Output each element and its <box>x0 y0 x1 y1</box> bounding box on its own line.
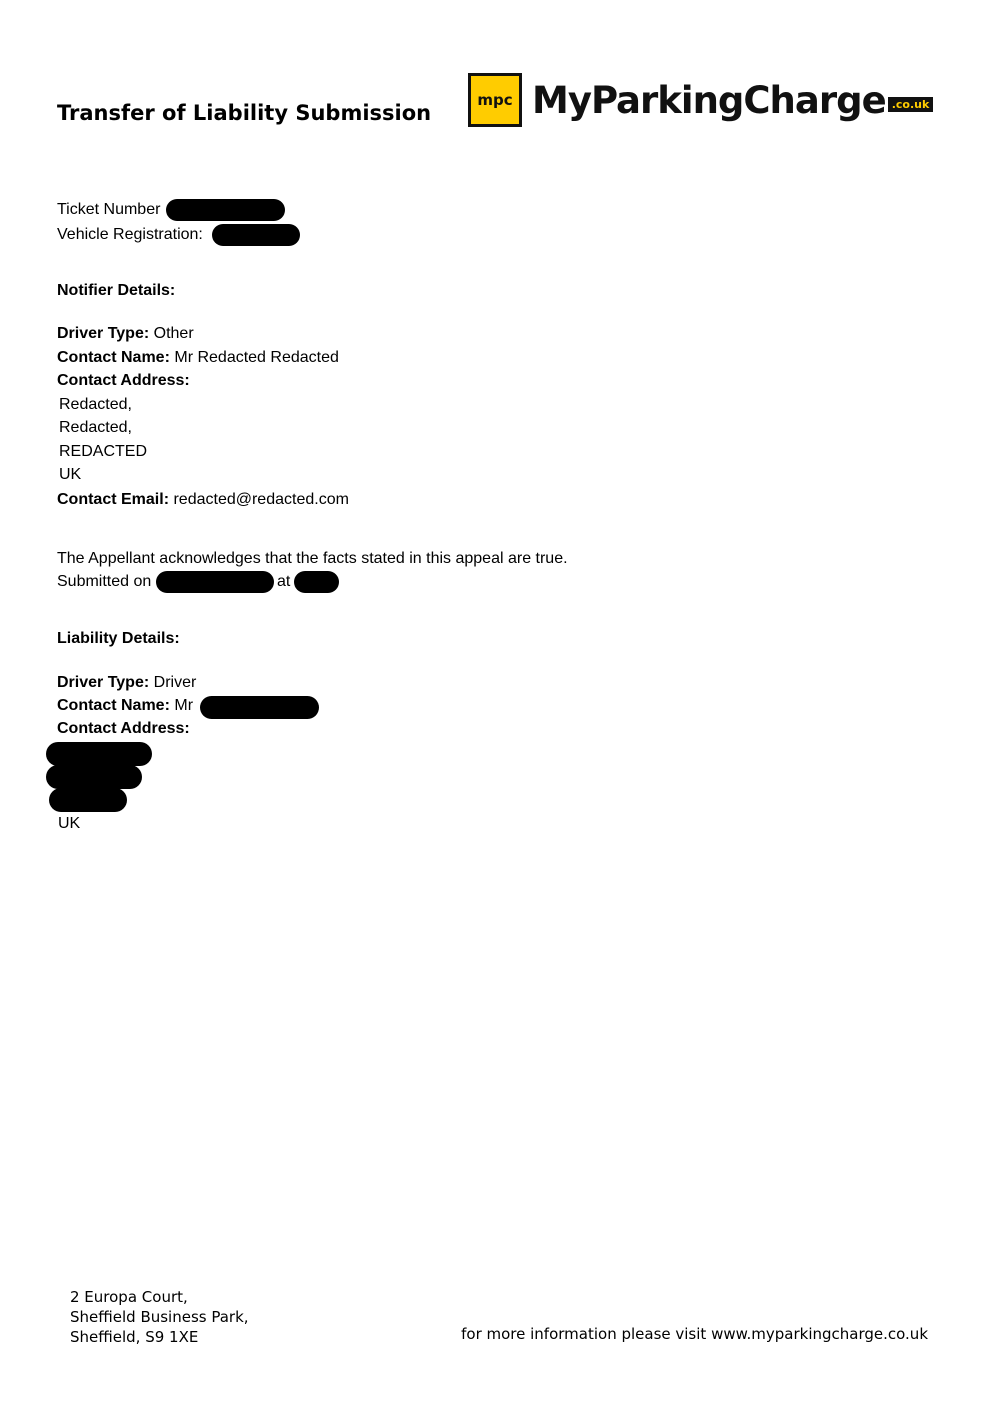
page-title: Transfer of Liability Submission <box>57 101 432 125</box>
liability-contact-name <box>57 697 193 715</box>
redaction-liability-address-line-3 <box>49 788 127 812</box>
liability-driver-type-label: Driver Type: <box>57 674 150 691</box>
vehicle-registration-label: Vehicle Registration: <box>57 226 203 243</box>
submitted-on-label: Submitted on <box>57 573 152 590</box>
logo-name: MyParkingCharge <box>532 78 886 122</box>
logo-tld: .co.uk <box>888 97 934 112</box>
notifier-driver-type-value: Other <box>153 325 194 342</box>
liability-heading: Liability Details: <box>57 630 180 647</box>
submitted-at-label: at <box>277 573 291 590</box>
redaction-liability-name <box>200 696 319 719</box>
declaration-statement: The Appellant acknowledges that the facts stated in this appeal are true. <box>57 550 568 567</box>
liability-address-country: UK <box>58 815 81 832</box>
redaction-submitted-time <box>294 571 339 593</box>
notifier-contact-address-label: Contact Address: <box>57 372 190 389</box>
notifier-contact-email <box>57 491 349 509</box>
brand-logo <box>468 70 933 130</box>
footer-address-line: 2 Europa Court, <box>70 1288 188 1306</box>
redaction-submitted-date <box>156 571 274 593</box>
notifier-contact-name-value: Mr Redacted Redacted <box>174 349 339 366</box>
footer-address-line: Sheffield Business Park, <box>70 1308 249 1326</box>
notifier-driver-type <box>57 325 194 343</box>
liability-driver-type <box>57 674 196 692</box>
liability-contact-name-prefix: Mr <box>174 697 194 714</box>
notifier-heading: Notifier Details: <box>57 282 176 299</box>
notifier-driver-type-label: Driver Type: <box>57 325 150 342</box>
logo-mark: mpc <box>468 73 522 127</box>
footer-info-link[interactable]: for more information please visit www.myparkingcharge.co.uk <box>461 1325 928 1343</box>
redaction-liability-address-line-2 <box>46 765 142 789</box>
notifier-address-line: UK <box>59 466 82 483</box>
redaction-ticket-number <box>166 199 285 221</box>
liability-driver-type-value: Driver <box>153 674 197 691</box>
redaction-vehicle-registration <box>212 224 300 246</box>
notifier-address-line: Redacted, <box>59 396 132 413</box>
notifier-contact-email-value: redacted@redacted.com <box>173 491 349 508</box>
notifier-contact-name-label: Contact Name: <box>57 349 170 366</box>
footer-address-line: Sheffield, S9 1XE <box>70 1328 199 1346</box>
notifier-contact-email-label: Contact Email: <box>57 491 170 508</box>
notifier-address-line: Redacted, <box>59 419 132 436</box>
notifier-address-line: REDACTED <box>59 443 148 460</box>
liability-contact-address-label: Contact Address: <box>57 720 190 737</box>
liability-contact-name-label: Contact Name: <box>57 697 170 714</box>
ticket-number-label: Ticket Number <box>57 201 161 218</box>
redaction-liability-address-line-1 <box>46 742 152 766</box>
notifier-contact-name <box>57 349 339 367</box>
